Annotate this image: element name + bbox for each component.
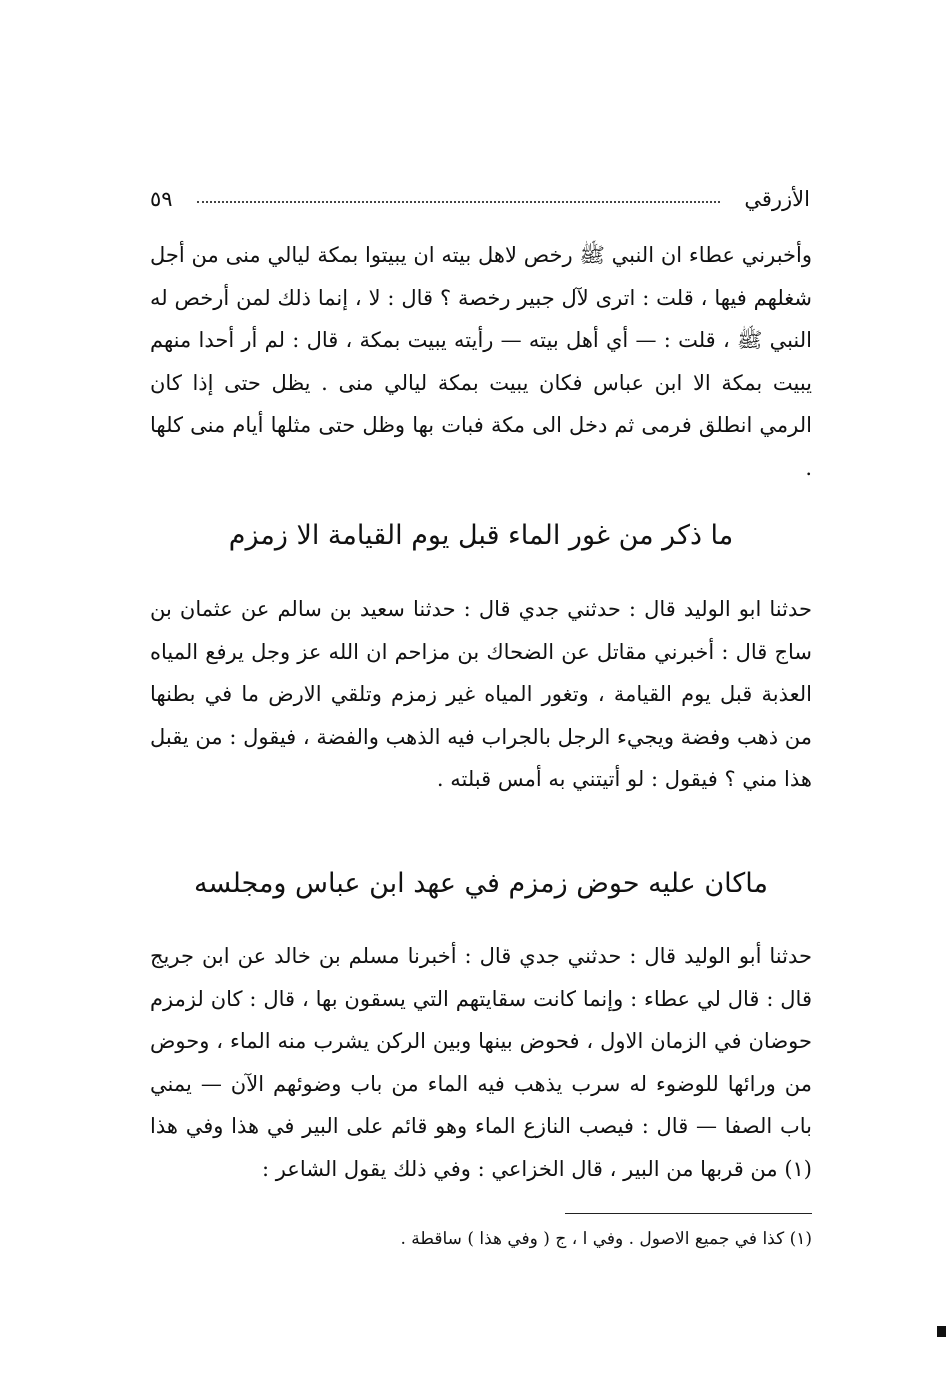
page-edge-mark <box>937 1326 946 1337</box>
page-number: ٥٩ <box>150 187 173 211</box>
paragraph-ata-narration: وأخبرني عطاء ان النبي ﷺ رخص لاهل بيته ان يبيتوا بمكة ليالي منى من أجل شغلهم فيها ، قلت : اترى لآل جبير رخصة ؟ قال : لا ، إنما ذلك لمن أرخص له النبي ﷺ ، قلت : — أي أهل بيته — رأيته يبيت بمكة ، قال : لم أر أحدا منهم يبيت بمكة الا ابن عباس فكان يبيت بمكة ليالي منى . يظل حتى إذا كان الرمي انطلق فرمى ثم دخل الى مكة فبات بها وظل حتى مثلها أيام منى كلها . <box>150 243 812 480</box>
section-heading-zamzam-basin: ماكان عليه حوض زمزم في عهد ابن عباس ومجلسه <box>194 868 768 899</box>
footnote: (١) كذا في جميع الاصول . وفي ا ، ج ( وفي هذا ) ساقطة . <box>400 1229 812 1249</box>
paragraph-zamzam-basin: حدثنا أبو الوليد قال : حدثني جدي قال : أخبرنا مسلم بن خالد عن ابن جريج قال : قال لي عطاء : وإنما كانت سقايتهم التي يسقون بها ، قال : كان لزمزم حوضان في الزمان الاول ، فحوض بينها وبين الركن يشرب منه الماء ، وحوض من ورائها للوضوء له سرب يذهب فيه الماء من باب وضوئهم الآن — يمني باب الصفا — قال : فيصب النازع الماء وهو قائم على البير في هذا وفي هذا (١) من قربها من البير ، قال الخزاعي : وفي ذلك يقول الشاعر : <box>150 944 812 1181</box>
paragraph-water-depletion: حدثنا ابو الوليد قال : حدثني جدي قال : حدثنا سعيد بن سالم عن عثمان بن ساج قال : أخبرني مقاتل عن الضحاك بن مزاحم ان الله عز وجل يرفع المياه العذبة قبل يوم القيامة ، وتغور المياه غير زمزم وتلقي الارض ما في بطنها من ذهب وفضة ويجيء الرجل بالجراب فيه الذهب والفضة ، فيقول : من يقبل هذا مني ؟ فيقول : لو أتيتني به أمس قبلته . <box>150 597 812 791</box>
running-title: الأزرقي <box>744 187 810 211</box>
section-heading-water-depletion: ما ذكر من غور الماء قبل يوم القيامة الا زمزم <box>228 520 734 551</box>
running-header <box>150 182 810 216</box>
dotted-leader <box>197 201 721 203</box>
footnote-divider <box>565 1213 812 1214</box>
